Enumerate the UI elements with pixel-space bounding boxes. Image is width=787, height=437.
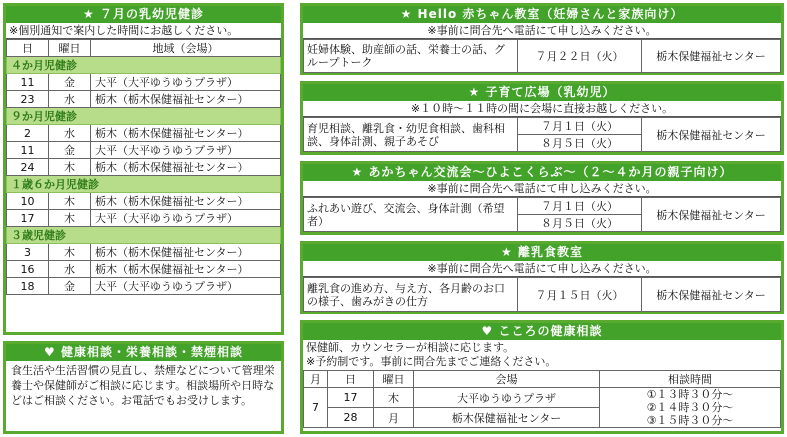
table-row — [7, 210, 281, 227]
hello-date: ７月２２日（火） — [518, 40, 642, 73]
cell-day: 3 — [7, 244, 49, 261]
hello-content: 妊婦体験、助産師の話、栄養士の話、グループトーク — [304, 40, 518, 73]
rinyu-title: ★ 離乳食教室 — [303, 244, 781, 261]
table-row — [7, 74, 281, 91]
cell-weekday: 水 — [49, 261, 91, 278]
table-row — [7, 91, 281, 108]
table-row — [7, 261, 281, 278]
time-slots — [600, 388, 781, 428]
hello-table — [303, 39, 781, 73]
time-slot-3: ③１５時３０分～ — [646, 414, 734, 427]
cell-weekday: 水 — [49, 91, 91, 108]
table-row — [7, 159, 281, 176]
hiroba-venue: 栃木保健福祉センター — [642, 118, 781, 152]
checkup-title: ★ ７月の乳幼児健診 — [6, 6, 281, 23]
cell-weekday: 金 — [49, 278, 91, 295]
cell-weekday: 金 — [49, 142, 91, 159]
health-panel — [3, 341, 284, 434]
hiroba-date-2: ８月５日（火） — [518, 135, 642, 152]
hello-title: ★ Hello 赤ちゃん教室（妊婦さんと家族向け） — [303, 6, 781, 23]
hiyoko-table — [303, 197, 781, 232]
cell-weekday: 木 — [374, 388, 414, 408]
cell-day: 16 — [7, 261, 49, 278]
checkup-panel — [3, 3, 284, 335]
checkup-note: ※個別通知で案内した時間にお越しください。 — [6, 23, 281, 39]
cell-weekday: 木 — [49, 159, 91, 176]
group-label-4month: ４か月児健診 — [7, 57, 281, 74]
kokoro-intro-2: ※予約制です。事前に問合先までご連絡ください。 — [306, 355, 557, 368]
table-row — [304, 388, 781, 408]
table-row — [7, 244, 281, 261]
col-header-month: 月 — [304, 371, 328, 388]
cell-day: 10 — [7, 193, 49, 210]
cell-weekday: 木 — [49, 193, 91, 210]
col-header-weekday: 曜日 — [49, 40, 91, 57]
cell-day: 2 — [7, 125, 49, 142]
cell-venue: 大平（大平ゆうゆうプラザ） — [91, 278, 281, 295]
group-label-9month: ９か月児健診 — [7, 108, 281, 125]
cell-day: 18 — [7, 278, 49, 295]
cell-venue: 栃木（栃木保健福祉センター） — [91, 193, 281, 210]
cell-venue: 栃木（栃木保健福祉センター） — [91, 91, 281, 108]
hiroba-note: ※１０時～１１時の間に会場に直接お越しください。 — [303, 101, 781, 117]
rinyu-venue: 栃木保健福祉センター — [642, 278, 781, 312]
group-label-3year: ３歳児健診 — [7, 227, 281, 244]
cell-venue: 大平（大平ゆうゆうプラザ） — [91, 210, 281, 227]
col-header-day: 日 — [328, 371, 374, 388]
hiyoko-date-2: ８月５日（火） — [518, 215, 642, 232]
hiyoko-venue: 栃木保健福祉センター — [642, 198, 781, 232]
cell-weekday: 金 — [49, 74, 91, 91]
cell-day: 17 — [328, 388, 374, 408]
col-header-time: 相談時間 — [600, 371, 781, 388]
hiyoko-date-1: ７月１日（火） — [518, 198, 642, 215]
hello-venue: 栃木保健福祉センター — [642, 40, 781, 73]
col-header-venue: 会場 — [414, 371, 600, 388]
hiroba-date-1: ７月１日（火） — [518, 118, 642, 135]
cell-venue: 大平（大平ゆうゆうプラザ） — [91, 142, 281, 159]
cell-day: 24 — [7, 159, 49, 176]
time-slot-1: ①１３時３０分～ — [646, 388, 734, 401]
hiyoko-note: ※事前に問合先へ電話にて申し込みください。 — [303, 181, 781, 197]
cell-venue: 栃木（栃木保健福祉センター） — [91, 261, 281, 278]
cell-month: 7 — [304, 388, 328, 428]
kokoro-intro-1: 保健師、カウンセラーが相談に応じます。 — [306, 341, 515, 354]
rinyu-date: ７月１５日（火） — [518, 278, 642, 312]
cell-weekday: 月 — [374, 408, 414, 428]
cell-day: 11 — [7, 142, 49, 159]
group-label-18month: １歳６か月児健診 — [7, 176, 281, 193]
rinyu-note: ※事前に問合先へ電話にて申し込みください。 — [303, 261, 781, 277]
col-header-day: 日 — [7, 40, 49, 57]
cell-venue: 大平（大平ゆうゆうプラザ） — [91, 74, 281, 91]
cell-weekday: 木 — [49, 244, 91, 261]
time-slot-2: ②１４時３０分～ — [646, 401, 734, 414]
hiyoko-title: ★ あかちゃん交流会～ひよこくらぶ～（２～４か月の親子向け） — [303, 164, 781, 181]
table-row — [7, 193, 281, 210]
table-row — [7, 278, 281, 295]
cell-venue: 大平ゆうゆうプラザ — [414, 388, 600, 408]
cell-weekday: 水 — [49, 125, 91, 142]
health-body: 食生活や生活習慣の見直し、禁煙などについて管理栄養士や保健師がご相談に応じます。相談場所や日時などはご相談ください。お電話でもお受けします。 — [11, 364, 275, 407]
cell-day: 17 — [7, 210, 49, 227]
kokoro-table — [303, 370, 781, 428]
hiroba-title: ★ 子育て広場（乳幼児） — [303, 84, 781, 101]
cell-weekday: 木 — [49, 210, 91, 227]
hiroba-panel — [300, 81, 784, 155]
cell-day: 28 — [328, 408, 374, 428]
cell-venue: 栃木（栃木保健福祉センター） — [91, 244, 281, 261]
hello-note: ※事前に問合先へ電話にて申し込みください。 — [303, 23, 781, 39]
cell-venue: 栃木（栃木保健福祉センター） — [91, 159, 281, 176]
hiroba-table — [303, 117, 781, 152]
cell-day: 11 — [7, 74, 49, 91]
rinyu-content: 離乳食の進め方、与え方、各月齢のお口の様子、歯みがきの仕方 — [304, 278, 518, 312]
cell-venue: 栃木（栃木保健福祉センター） — [91, 125, 281, 142]
hiyoko-content: ふれあい遊び、交流会、身体計測（希望者） — [304, 198, 518, 232]
rinyu-table — [303, 277, 781, 312]
col-header-venue: 地域（会場） — [91, 40, 281, 57]
rinyu-panel — [300, 241, 784, 314]
hiyoko-panel — [300, 161, 784, 235]
checkup-table — [6, 39, 281, 295]
health-title: ♥ 健康相談・栄養相談・禁煙相談 — [6, 344, 281, 361]
cell-venue: 栃木保健福祉センター — [414, 408, 600, 428]
kokoro-panel — [300, 320, 784, 434]
cell-day: 23 — [7, 91, 49, 108]
hiroba-content: 育児相談、離乳食・幼児食相談、歯科相談、身体計測、親子あそび — [304, 118, 518, 152]
kokoro-title: ♥ こころの健康相談 — [303, 323, 781, 340]
col-header-weekday: 曜日 — [374, 371, 414, 388]
hello-panel — [300, 3, 784, 75]
table-row — [7, 142, 281, 159]
table-row — [7, 125, 281, 142]
